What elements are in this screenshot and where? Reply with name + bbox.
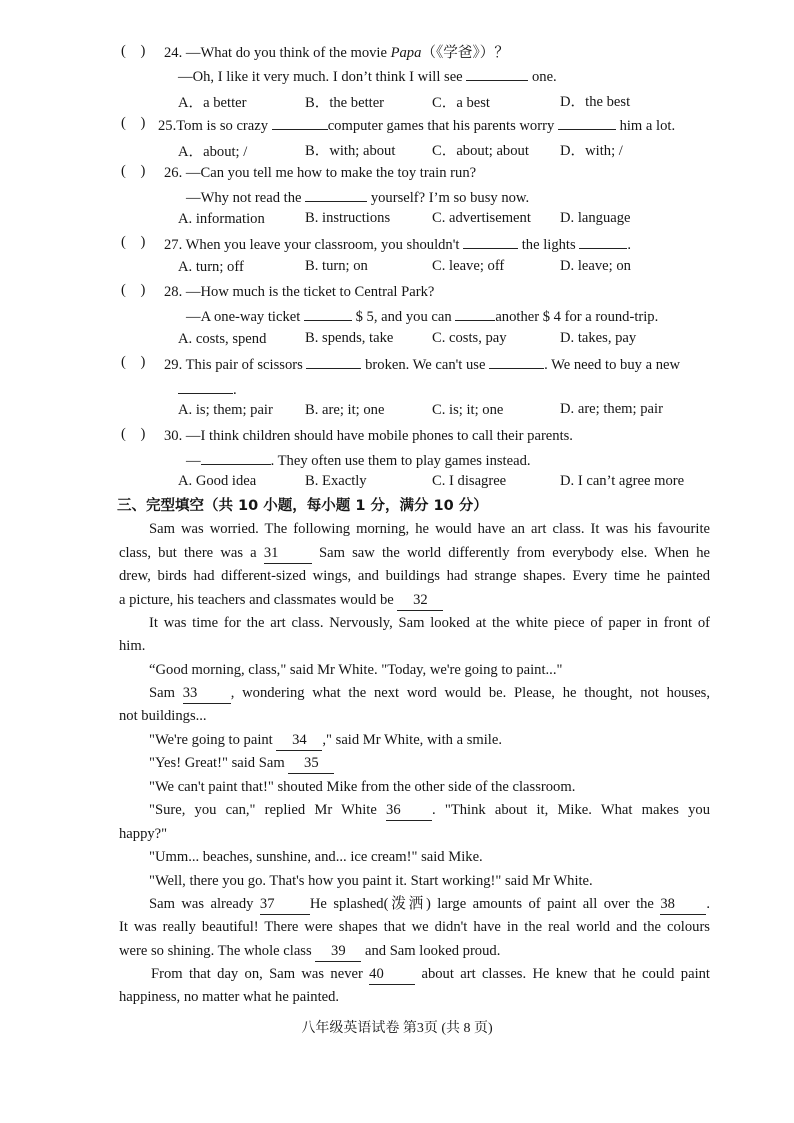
option-24-d[interactable]: D．the best <box>560 94 631 110</box>
option-29-b[interactable]: B. are; it; one <box>305 402 385 418</box>
question-30-line2: — . They often use them to play games instead. <box>186 450 531 471</box>
blank <box>201 450 271 465</box>
option-28-c[interactable]: C. costs, pay <box>432 330 507 346</box>
blank-31[interactable]: 31 <box>264 543 312 564</box>
passage-line: not buildings... <box>119 708 207 724</box>
answer-paren-24[interactable]: ( ) <box>121 43 146 59</box>
answer-paren-26[interactable]: ( ) <box>121 163 146 179</box>
passage-line: "We're going to paint 34 ," said Mr White, with a smile. <box>149 730 502 751</box>
passage-line: "Yes! Great!" said Sam 35 <box>149 753 334 774</box>
option-27-c[interactable]: C. leave; off <box>432 258 505 274</box>
question-24: 24. —What do you think of the movie Papa（《学爸》）？ <box>164 45 509 61</box>
passage-line: "Sure, you can," replied Mr White 36 . "Think about it, Mike. What makes you <box>149 800 710 821</box>
answer-paren-25[interactable]: ( ) <box>121 115 146 131</box>
option-28-d[interactable]: D. takes, pay <box>560 330 637 346</box>
passage-line: him. <box>119 638 146 654</box>
option-25-c[interactable]: C．about; about <box>432 143 529 159</box>
passage-line: Sam was already 37 He splashed(泼洒) large amounts of paint all over the 38 . <box>149 894 710 915</box>
option-24-b[interactable]: B．the better <box>305 95 385 111</box>
question-25: 25.Tom is so crazy computer games that his parents worry him a lot. <box>158 115 675 136</box>
passage-line: "Well, there you go. That's how you paint it. Start working!" said Mr White. <box>149 873 593 889</box>
option-30-b[interactable]: B. Exactly <box>305 473 367 489</box>
answer-paren-27[interactable]: ( ) <box>121 234 146 250</box>
question-28: 28. —How much is the ticket to Central Park? <box>164 284 435 300</box>
option-30-a[interactable]: A. Good idea <box>178 473 257 489</box>
option-25-b[interactable]: B．with; about <box>305 143 396 159</box>
question-26-line2: —Why not read the yourself? I’m so busy now. <box>186 187 529 208</box>
blank <box>466 66 528 81</box>
passage-line: Sam 33 , wondering what the next word would be. Please, he thought, not houses, <box>149 683 710 704</box>
blank-37[interactable]: 37 <box>260 894 310 915</box>
passage-line: happy?" <box>119 826 168 842</box>
blank <box>178 379 233 394</box>
passage-line: Sam was worried. The following morning, he would have an art class. It was his favourite <box>149 521 710 537</box>
option-25-a[interactable]: A．about; / <box>178 144 248 160</box>
answer-paren-29[interactable]: ( ) <box>121 354 146 370</box>
blank-36[interactable]: 36 <box>386 800 432 821</box>
passage-line: happiness, no matter what he painted. <box>119 989 340 1005</box>
question-24-line2: —Oh, I like it very much. I don’t think I will see one. <box>178 66 557 87</box>
option-27-a[interactable]: A. turn; off <box>178 259 244 275</box>
blank <box>463 234 518 249</box>
page-footer: 八年级英语试卷 第3页 (共 8 页) <box>301 1021 493 1036</box>
blank-40[interactable]: 40 <box>369 964 415 985</box>
answer-paren-30[interactable]: ( ) <box>121 426 146 442</box>
option-26-c[interactable]: C. advertisement <box>432 210 531 226</box>
passage-line: “Good morning, class," said Mr White. "Today, we're going to paint..." <box>149 662 563 678</box>
question-30: 30. —I think children should have mobile phones to call their parents. <box>164 428 573 444</box>
passage-line: From that day on, Sam was never 40 about art classes. He knew that he could paint <box>151 964 710 985</box>
passage-line: It was really beautiful! There were shapes that we didn't have in the real world and the colours <box>119 919 710 935</box>
option-29-d[interactable]: D. are; them; pair <box>560 401 663 417</box>
blank-35[interactable]: 35 <box>288 753 334 774</box>
blank <box>558 115 616 130</box>
section-heading: 三、完型填空（共 10 小题，每小题 1 分，满分 10 分） <box>117 498 488 514</box>
blank <box>305 187 367 202</box>
passage-line: drew, birds had different-sized wings, and buildings had strange shapes. Every time he painted <box>119 568 710 584</box>
option-26-a[interactable]: A. information <box>178 211 265 227</box>
blank <box>306 354 361 369</box>
answer-paren-28[interactable]: ( ) <box>121 282 146 298</box>
passage-line: class, but there was a 31 Sam saw the world differently from everybody else. When he <box>119 543 710 564</box>
option-24-c[interactable]: C．a best <box>432 95 490 111</box>
passage-line: "We can't paint that!" shouted Mike from the other side of the classroom. <box>149 779 576 795</box>
option-29-c[interactable]: C. is; it; one <box>432 402 504 418</box>
option-28-b[interactable]: B. spends, take <box>305 330 394 346</box>
option-30-d[interactable]: D. I can’t agree more <box>560 473 685 489</box>
blank <box>579 234 627 249</box>
blank-32[interactable]: 32 <box>397 590 443 611</box>
passage-line: It was time for the art class. Nervously, Sam looked at the white piece of paper in front of <box>149 615 710 631</box>
blank <box>489 354 544 369</box>
passage-line: "Umm... beaches, sunshine, and... ice cream!" said Mike. <box>149 849 483 865</box>
question-28-line2: —A one-way ticket $ 5, and you can another $ 4 for a round-trip. <box>186 306 658 327</box>
option-25-d[interactable]: D．with; / <box>560 143 623 159</box>
passage-line: a picture, his teachers and classmates would be 32 <box>119 590 443 611</box>
blank <box>304 306 352 321</box>
option-29-a[interactable]: A. is; them; pair <box>178 402 273 418</box>
option-26-b[interactable]: B. instructions <box>305 210 391 226</box>
blank-33[interactable]: 33 <box>183 683 231 704</box>
passage-line: were so shining. The whole class 39 and Sam looked proud. <box>119 941 500 962</box>
option-30-c[interactable]: C. I disagree <box>432 473 507 489</box>
blank <box>455 306 495 321</box>
option-28-a[interactable]: A. costs, spend <box>178 331 267 347</box>
option-27-b[interactable]: B. turn; on <box>305 258 368 274</box>
question-29-line2: . <box>178 379 237 400</box>
option-26-d[interactable]: D. language <box>560 210 631 226</box>
question-27: 27. When you leave your classroom, you shouldn't the lights . <box>164 234 631 255</box>
blank-38[interactable]: 38 <box>660 894 706 915</box>
question-29: 29. This pair of scissors broken. We can't use . We need to buy a new <box>164 354 680 375</box>
option-27-d[interactable]: D. leave; on <box>560 258 631 274</box>
option-24-a[interactable]: A．a better <box>178 95 247 111</box>
blank-34[interactable]: 34 <box>276 730 322 751</box>
blank <box>272 115 328 130</box>
question-26: 26. —Can you tell me how to make the toy train run? <box>164 165 477 181</box>
blank-39[interactable]: 39 <box>315 941 361 962</box>
